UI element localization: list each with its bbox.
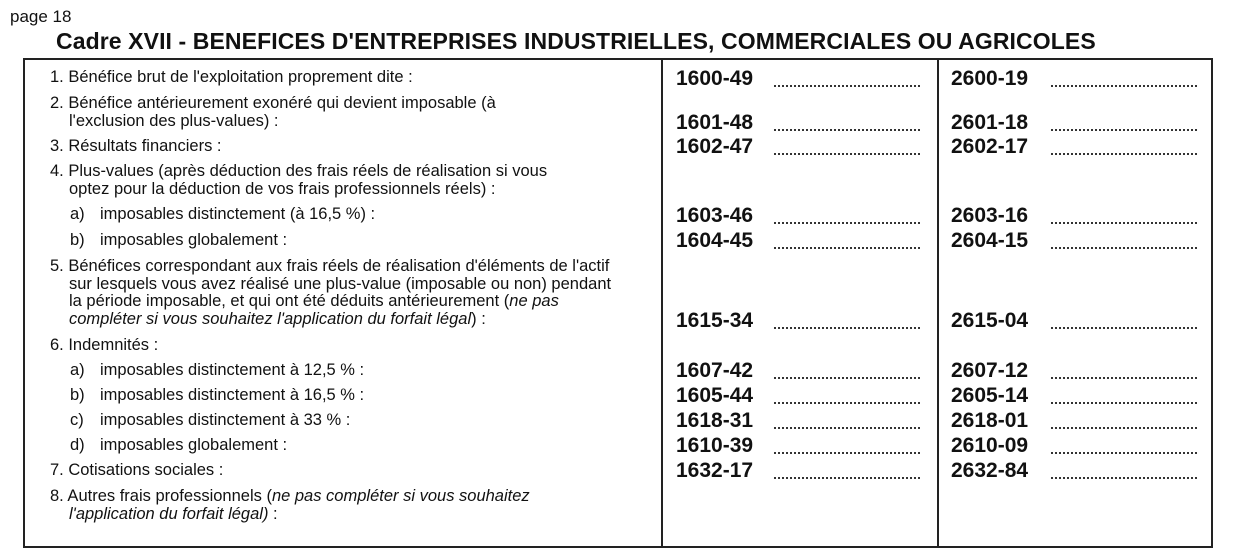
row-4a-code-2: 2603-16 [951,204,1029,227]
row-1-code-2: 2600-19 [951,67,1029,90]
row-5-code-1: 1615-34 [676,309,754,332]
row-6a-code-1: 1607-42 [676,359,754,382]
row-4a-field-1[interactable] [774,222,920,224]
row-5-code-2: 2615-04 [951,309,1029,332]
row-4b-code-2: 2604-15 [951,229,1029,252]
row-7-label: 7. Cotisations sociales : [50,461,224,479]
row-6c-label: c) imposables distinctement à 33 % : [70,411,351,429]
row-2-field-1[interactable] [774,129,920,131]
row-6c-code-1: 1618-31 [676,409,754,432]
row-4b-field-2[interactable] [1051,247,1197,249]
row-1-field-1[interactable] [774,85,920,87]
row-6c-code-2: 2618-01 [951,409,1029,432]
row-6a-label: a) imposables distinctement à 12,5 % : [70,361,365,379]
row-5-label: 5. Bénéfices correspondant aux frais réels de réalisation d'éléments de l'actif sur lesquels vous avez réalisé une plus-value (imposable ou non) pendant la période imposable, et qui ont été déduits antérieurement (ne pas compléter si vous souhaitez l'application du forfait légal) : [50,257,612,328]
row-6d-label: d) imposables globalement : [70,436,288,454]
row-4a-label: a) imposables distinctement (à 16,5 %) : [70,205,376,223]
row-2-code-1: 1601-48 [676,111,754,134]
row-6d-field-1[interactable] [774,452,920,454]
row-3-code-2: 2602-17 [951,135,1029,158]
row-6b-field-1[interactable] [774,402,920,404]
row-2-label: 2. Bénéfice antérieurement exonéré qui devient imposable (à l'exclusion des plus-values) : [50,94,496,130]
row-3-field-2[interactable] [1051,153,1197,155]
row-4a-field-2[interactable] [1051,222,1197,224]
row-2-field-2[interactable] [1051,129,1197,131]
row-4a-code-1: 1603-46 [676,204,754,227]
row-6b-label: b) imposables distinctement à 16,5 % : [70,386,365,404]
row-6d-code-2: 2610-09 [951,434,1029,457]
row-3-code-1: 1602-47 [676,135,754,158]
page-title: Cadre XVII - BENEFICES D'ENTREPRISES INDUSTRIELLES, COMMERCIALES OU AGRICOLES [56,28,1096,54]
row-7-code-1: 1632-17 [676,459,754,482]
row-8-label: 8. Autres frais professionnels (ne pas compléter si vous souhaitez l'application du forfait légal) : [50,487,530,523]
row-6b-code-1: 1605-44 [676,384,754,407]
row-6d-code-1: 1610-39 [676,434,754,457]
row-6c-field-1[interactable] [774,427,920,429]
row-6a-field-2[interactable] [1051,377,1197,379]
row-1-field-2[interactable] [1051,85,1197,87]
row-5-field-1[interactable] [774,327,920,329]
row-7-field-1[interactable] [774,477,920,479]
row-1-code-1: 1600-49 [676,67,754,90]
row-4b-label: b) imposables globalement : [70,231,288,249]
row-6a-code-2: 2607-12 [951,359,1029,382]
row-4b-field-1[interactable] [774,247,920,249]
column-divider-2 [937,58,939,548]
row-6b-field-2[interactable] [1051,402,1197,404]
row-4b-code-1: 1604-45 [676,229,754,252]
row-6-label: 6. Indemnités : [50,336,159,354]
row-6a-field-1[interactable] [774,377,920,379]
row-6d-field-2[interactable] [1051,452,1197,454]
row-7-field-2[interactable] [1051,477,1197,479]
row-6b-code-2: 2605-14 [951,384,1029,407]
page-number: page 18 [10,7,72,26]
row-2-code-2: 2601-18 [951,111,1029,134]
row-3-label: 3. Résultats financiers : [50,137,222,155]
row-4-label: 4. Plus-values (après déduction des frais réels de réalisation si vous optez pour la déduction de vos frais professionnels réels) : [50,162,548,198]
row-1-label: 1. Bénéfice brut de l'exploitation proprement dite : [50,68,413,86]
row-3-field-1[interactable] [774,153,920,155]
row-6c-field-2[interactable] [1051,427,1197,429]
row-5-field-2[interactable] [1051,327,1197,329]
row-7-code-2: 2632-84 [951,459,1029,482]
column-divider-1 [661,58,663,548]
